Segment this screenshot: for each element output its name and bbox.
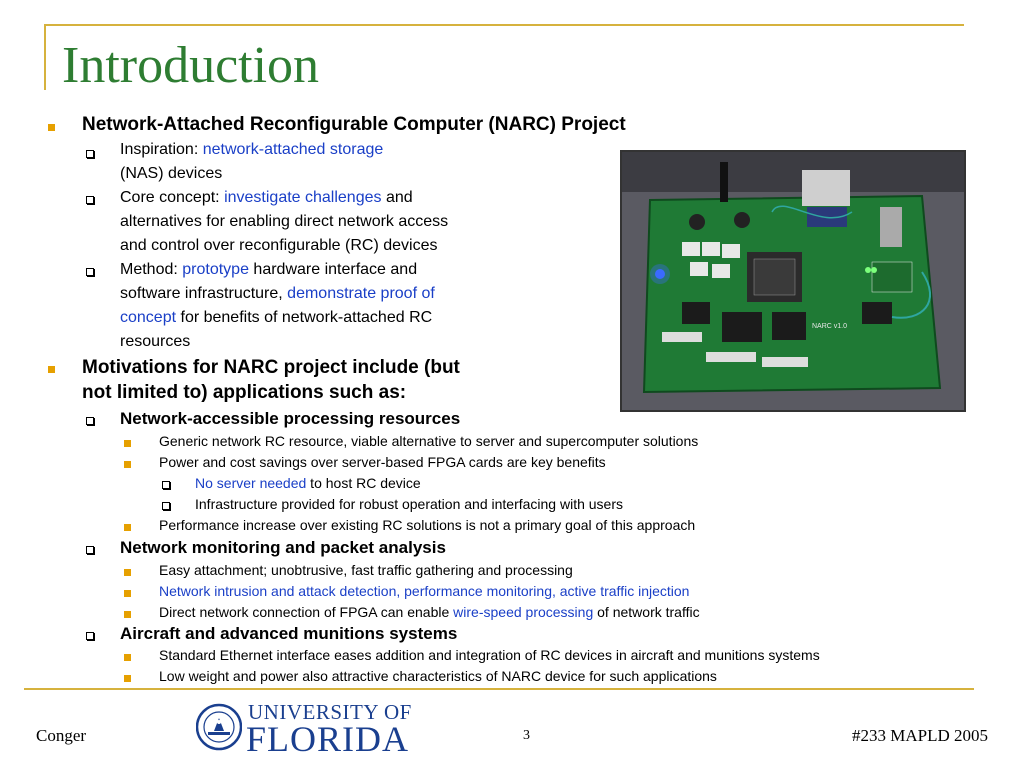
sub-heading-aircraft: Aircraft and advanced munitions systems [120,624,458,643]
sub-bullet-core-concept-cont: and control over reconfigurable (RC) devices [120,237,438,254]
square-bullet-icon [124,524,131,531]
left-rule [44,24,46,90]
item-no-server: No server needed to host RC device [195,475,421,491]
footer-author: Conger [36,726,87,745]
sub-heading-network-monitoring: Network monitoring and packet analysis [120,538,446,557]
bullet-motivations-cont: not limited to) applications such as: [82,382,407,403]
sub-bullet-method-cont: software infrastructure, demonstrate proof of [120,285,435,302]
circuit-board-illustration [622,152,964,410]
bullet-narc-project: Network-Attached Reconfigurable Computer (NARC) Project [82,114,626,135]
box-bullet-icon [86,196,94,204]
sub-bullet-method-cont: concept for benefits of network-attached RC [120,309,433,326]
square-bullet-icon [124,461,131,468]
top-rule [44,24,964,26]
box-bullet-icon [86,268,94,276]
university-seal-icon [196,702,242,752]
square-bullet-icon [48,124,55,131]
sub-heading-network-resources: Network-accessible processing resources [120,409,461,428]
square-bullet-icon [48,366,55,373]
box-bullet-icon [86,546,94,554]
bullet-motivations: Motivations for NARC project include (but [82,357,460,378]
item-standard-ethernet: Standard Ethernet interface eases addition and integration of RC devices in aircraft and munitions systems [159,647,820,663]
logo-line-1: UNIVERSITY OF [248,700,412,724]
footer-event: #233 MAPLD 2005 [851,726,988,745]
sub-bullet-inspiration-cont: (NAS) devices [120,165,223,182]
page-number: 3 [523,728,530,743]
bottom-rule [24,688,974,690]
square-bullet-icon [124,440,131,447]
item-infrastructure: Infrastructure provided for robust operation and interfacing with users [195,496,624,512]
item-power-cost-savings: Power and cost savings over server-based FPGA cards are key benefits [159,454,606,470]
square-bullet-icon [124,654,131,661]
narc-board-photo [620,150,966,412]
item-intrusion-detection: Network intrusion and attack detection, performance monitoring, active traffic injection [159,583,690,599]
sub-bullet-method: Method: prototype hardware interface and [120,261,418,278]
item-low-weight-power: Low weight and power also attractive characteristics of NARC device for such applications [159,668,717,684]
slide-title: Introduction [62,37,320,94]
box-bullet-icon [162,481,170,489]
square-bullet-icon [124,590,131,597]
board-label: NARC v1.0 [812,323,848,330]
box-bullet-icon [86,632,94,640]
item-performance: Performance increase over existing RC solutions is not a primary goal of this approach [159,517,696,533]
box-bullet-icon [86,417,94,425]
box-bullet-icon [162,502,170,510]
item-easy-attachment: Easy attachment; unobtrusive, fast traffic gathering and processing [159,562,573,578]
square-bullet-icon [124,611,131,618]
box-bullet-icon [86,150,94,158]
item-generic-network-rc: Generic network RC resource, viable alternative to server and supercomputer solutions [159,433,699,449]
logo-line-2: FLORIDA [246,719,410,759]
sub-bullet-core-concept: Core concept: investigate challenges and [120,189,413,206]
sub-bullet-inspiration: Inspiration: network-attached storage [120,141,384,158]
square-bullet-icon [124,569,131,576]
square-bullet-icon [124,675,131,682]
sub-bullet-core-concept-cont: alternatives for enabling direct network access [120,213,449,230]
university-logo [196,698,416,759]
sub-bullet-method-cont: resources [120,333,191,350]
item-wire-speed: Direct network connection of FPGA can enable wire-speed processing of network traffic [159,604,700,620]
